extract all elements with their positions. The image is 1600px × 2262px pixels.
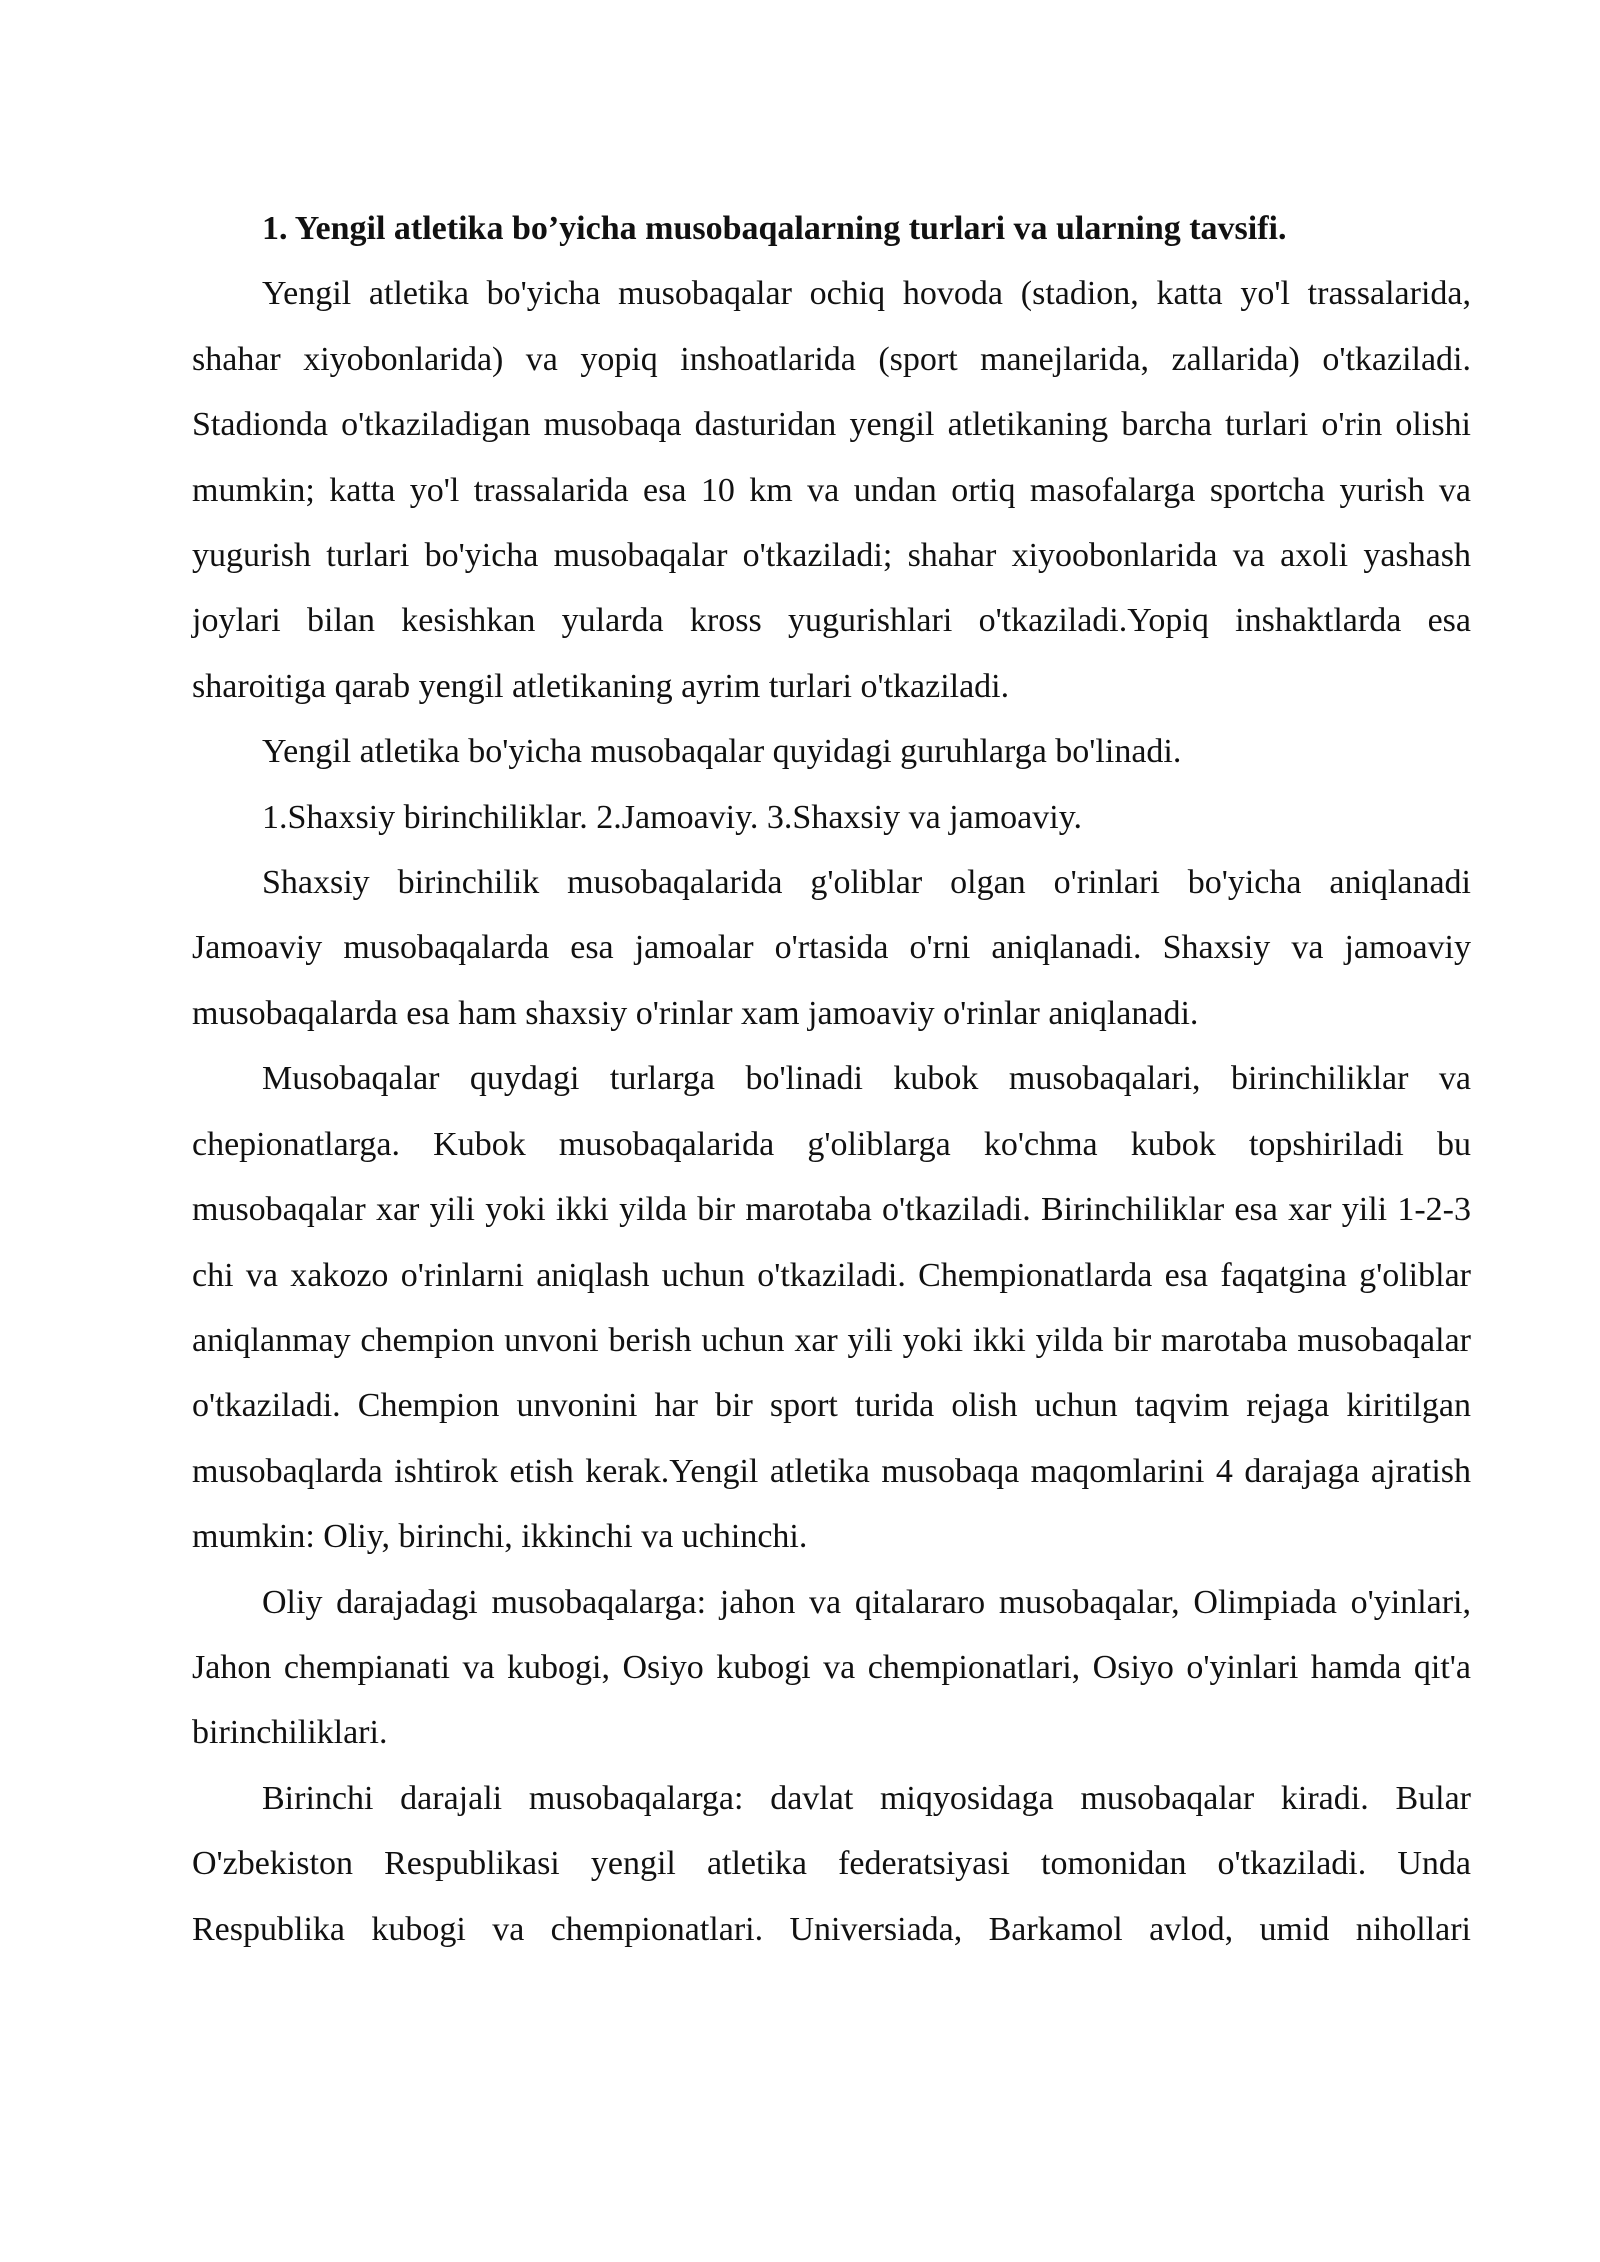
document-body: [192, 196, 1471, 1962]
paragraph-individual-team: Shaxsiy birinchilik musobaqalarida g'oliblar olgan o'rinlari bo'yicha aniqlanadi Jamoaviy musobaqalarda esa jamoalar o'rtasida o'rni aniqlanadi. Shaxsiy va jamoaviy musobaqalarda esa ham shaxsiy o'rinlar xam jamoaviy o'rinlar aniqlanadi.: [192, 864, 1471, 1032]
paragraph-competition-types: Musobaqalar quydagi turlarga bo'linadi kubok musobaqalari, birinchiliklar va chepionatlarga. Kubok musobaqalarida g'oliblarga ko'chma kubok topshiriladi bu musobaqalar xar yili yoki ikki yilda bir marotaba o'tkaziladi. Birinchiliklar esa xar yili 1-2-3 chi va xakozo o'rinlarni aniqlash uchun o'tkaziladi. Chempionatlarda esa faqatgina g'oliblar aniqlanmay chempion unvoni berish uchun xar yili yoki ikki yilda bir marotaba musobaqalar o'tkaziladi. Chempion unvonini har bir sport turida olish uchun taqvim rejaga kiritilgan musobaqlarda ishtirok etish kerak.Yengil atletika musobaqa maqomlarini 4 darajaga ajratish mumkin: Oliy, birinchi, ikkinchi va uchinchi.: [192, 1060, 1471, 1556]
paragraph-groups-list: 1.Shaxsiy birinchiliklar. 2.Jamoaviy. 3.Shaxsiy va jamoaviy.: [262, 798, 1082, 836]
paragraph-highest-level: Oliy darajadagi musobaqalarga: jahon va qitalararo musobaqalar, Olimpiada o'yinlari, Jahon chempianati va kubogi, Osiyo kubogi va chempionatlari, Osiyo o'yinlari hamda qit'a birinchiliklari.: [192, 1583, 1471, 1752]
section-heading: 1. Yengil atletika bo’yicha musobaqalarning turlari va ularning tavsifi.: [262, 210, 1287, 247]
paragraph-first-level: Birinchi darajali musobaqalarga: davlat miqyosidaga musobaqalar kiradi. Bular O'zbekiston Respublikasi yengil atletika federatsiyasi tomonidan o'tkaziladi. Unda Respublika kubogi va chempionatlari. Universiada, Barkamol avlod, umid nihollari: [192, 1779, 1471, 1948]
paragraph-groups-intro: Yengil atletika bo'yicha musobaqalar quyidagi guruhlarga bo'linadi.: [262, 733, 1182, 771]
paragraph-venues: Yengil atletika bo'yicha musobaqalar ochiq hovoda (stadion, katta yo'l trassalarida, shahar xiyobonlarida) va yopiq inshoatlarida (sport manejlarida, zallarida) o'tkaziladi. Stadionda o'tkaziladigan musobaqa dasturidan yengil atletikaning barcha turlari o'rin olishi mumkin; katta yo'l trassalarida esa 10 km va undan ortiq masofalarga sportcha yurish va yugurish turlari bo'yicha musobaqalar o'tkaziladi; shahar xiyoobonlarida va axoli yashash joylari bilan kesishkan yularda kross yugurishlari o'tkaziladi.Yopiq inshaktlarda esa sharoitiga qarab yengil atletikaning ayrim turlari o'tkaziladi.: [192, 275, 1471, 705]
